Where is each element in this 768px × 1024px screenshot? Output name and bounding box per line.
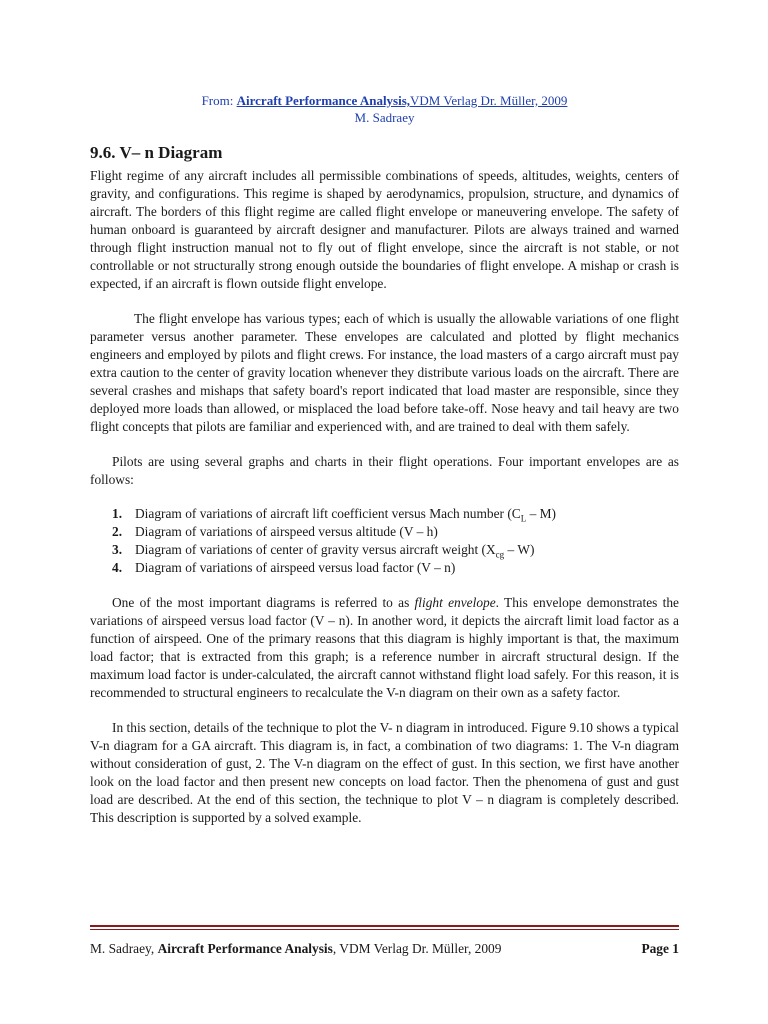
page-number: Page 1 [641,941,679,956]
paragraph-flight-envelope [90,594,679,702]
list-item-subscript: L [520,513,527,524]
source-book-title-link[interactable]: Aircraft Performance Analysis, [236,93,411,108]
list-item-text: Diagram of variations of center of gravity versus aircraft weight (X [135,542,496,557]
paragraph-flight-envelope-start: One of the most important diagrams is referred to as [112,595,415,610]
source-author: M. Sadraey [354,110,415,125]
list-item-number: 3. [112,542,123,557]
paragraph-section-overview: In this section, details of the technique to plot the V- n diagram in introduced. Figure 9.10 shows a typical V-n diagram for a GA aircraft. This diagram is, in fact, a combination of two diagrams: 1. The V-n diagram without consideration of gust, 2. The V-n diagram on the effect of gust. In this section, we first have another look on the load factor and then present new concepts on load factor. Then the phenomena of gust and gust load are described. At the end of this section, the technique to plot V – n diagram is completely described. This description is supported by a solved example. [90,720,679,825]
list-item-number: 1. [112,506,123,521]
list-item-tail: – W) [504,542,535,557]
envelope-list [90,505,679,577]
document-page [90,92,679,827]
list-item [112,505,679,523]
list-item-number: 4. [112,560,123,575]
list-item [112,559,679,577]
source-prefix: From: [201,93,237,108]
footer-divider [90,925,679,930]
footer-citation [90,941,501,957]
list-item-text: Diagram of variations of airspeed versus altitude (V – h) [135,524,438,539]
paragraph-graphs-intro: Pilots are using several graphs and charts in their flight operations. Four important envelopes are as follows: [90,454,679,487]
source-publisher-link[interactable]: VDM Verlag Dr. Müller, 2009 [410,93,568,108]
list-item-text: Diagram of variations of airspeed versus load factor (V – n) [135,560,456,575]
footer-publisher: , VDM Verlag Dr. Müller, 2009 [332,941,502,956]
paragraph-flight-envelope-emphasis: flight envelope [414,595,496,610]
source-citation [90,92,679,126]
paragraph-flight-envelope-end: . This envelope demonstrates the variations of airspeed versus load factor (V – n). In another word, it depicts the aircraft limit load factor as a function of airspeed. One of the primary reasons that this diagram is highly important is that, the maximum load factor; that is extracted from this graph; is a reference number in aircraft structural design. If the maximum load factor is under-calculated, the aircraft cannot withstand flight load safely. For this reason, it is recommended to structural engineers to recalculate the V-n diagram on their own as a safety factor. [90,595,679,700]
list-item-tail: – M) [526,506,556,521]
page-footer [90,941,679,957]
list-item [112,541,679,559]
list-item-text: Diagram of variations of aircraft lift coefficient versus Mach number (C [135,506,521,521]
section-heading: 9.6. V– n Diagram [90,143,223,162]
footer-book-title: Aircraft Performance Analysis [157,941,333,956]
paragraph-flight-regime: Flight regime of any aircraft includes all permissible combinations of speeds, altitudes, weights, centers of gravity, and configurations. This regime is shaped by aerodynamics, propulsion, structure, and dynamics of aircraft. The borders of this flight regime are called flight envelope or maneuvering envelope. The safety of human onboard is guaranteed by aircraft designer and manufacturer. Pilots are always trained and warned through flight instruction manual not to fly out of flight envelope, since the aircraft is not stable, or not controllable or not structurally strong enough outside the boundaries of flight envelope. A mishap or crash is expected, if an aircraft is flown outside flight envelope. [90,168,679,291]
list-item [112,523,679,541]
footer-author: M. Sadraey, [90,941,158,956]
list-item-number: 2. [112,524,123,539]
paragraph-envelope-types: The flight envelope has various types; each of which is usually the allowable variations of one flight parameter versus another parameter. These envelopes are calculated and plotted by flight mechanics engineers and employed by pilots and flight crews. For instance, the load masters of a cargo aircraft must pay extra caution to the center of gravity location whenever they distribute various loads on the aircraft. There are several crashes and mishaps that safety board's report indicated that load master are responsible, since they deployed more loads than allowed, or misplaced the load before take-off. Nose heavy and tail heavy are two flight concepts that pilots are familiar and experienced with, and are trained to deal with them safely. [90,311,679,434]
list-item-subscript: cg [495,549,505,560]
